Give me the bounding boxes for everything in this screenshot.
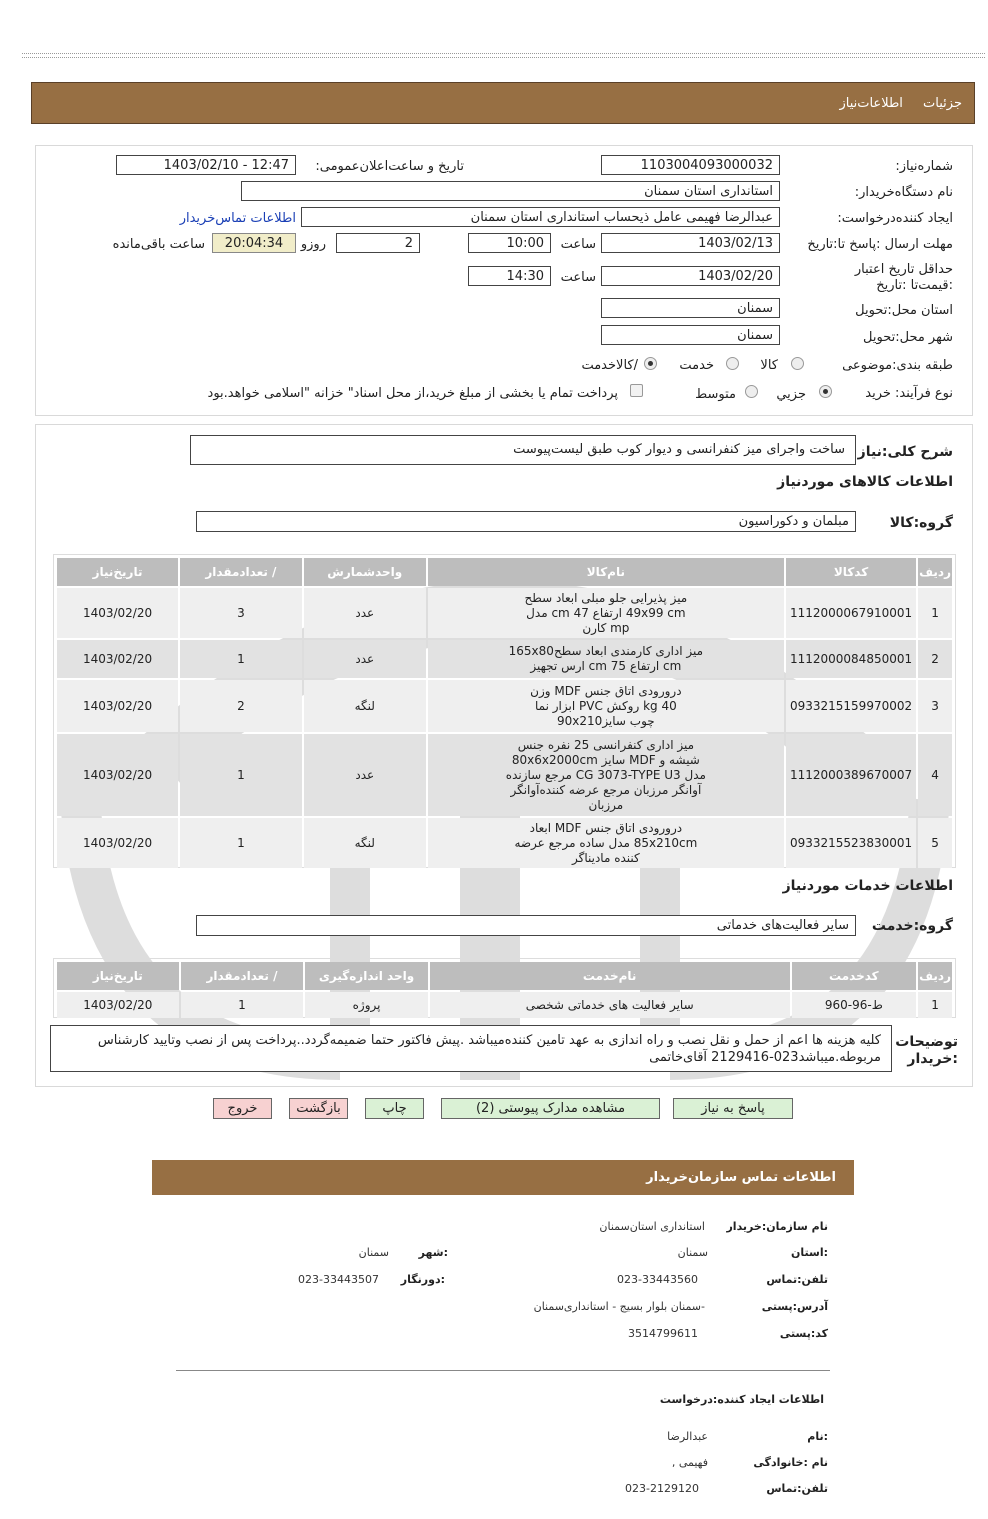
tab-details[interactable]: جزئیات: [923, 96, 962, 111]
table-cell: 3: [918, 680, 952, 732]
column-header: / تعدادمقدار: [180, 558, 302, 586]
contact-header-bar: [152, 1160, 854, 1195]
buyer-org-field: استانداری استان سمنان: [241, 181, 780, 201]
remaining-label: ساعت باقی‌مانده: [112, 237, 205, 252]
goods-table-row: [57, 640, 952, 678]
table-cell: 0933215159970002: [786, 680, 916, 732]
table-cell: پروژه: [305, 992, 428, 1018]
contact-phone: 023-33443560: [617, 1273, 698, 1286]
table-cell: درورودی اتاق جنس MDF وزن 40 kg روکش PVC ابزار نما چوب سایز90x210: [428, 680, 784, 732]
days-label: روزو: [300, 237, 326, 252]
table-cell: میز اداری کنفرانسی 25 نفره جنس شیشه و MDF سایز 80x6x2000cm مدل CG 3073-TYPE U3 مرجع سازنده آوانگر مرزبان مرجع عرضه کننده‌آوانگر مرزبان: [428, 734, 784, 816]
announce-field: 1403/02/10 - 12:47: [116, 155, 296, 175]
validity-time-label: ساعت: [560, 270, 596, 285]
creator-phone: 023-2129120: [625, 1482, 699, 1495]
column-header: واحدشمارش: [304, 558, 426, 586]
deadline-label: مهلت ارسال :پاسخ تا:تاریخ: [807, 237, 953, 252]
table-cell: 1112000067910001: [786, 588, 916, 638]
validity-date-field: 1403/02/20: [601, 266, 780, 286]
column-header: واحد اندازه‌گیری: [305, 962, 428, 990]
deadline-time-label: ساعت: [560, 237, 596, 252]
table-cell: 1: [181, 992, 304, 1018]
contact-org: استانداری استان‌سمنان: [599, 1220, 705, 1233]
need-number-field: 1103004093000032: [601, 155, 780, 175]
validity-label: [823, 262, 953, 294]
services-table-row: [57, 992, 952, 1018]
contact-province: سمنان: [677, 1246, 708, 1259]
notes-label: [895, 1034, 958, 1068]
goods-table: [55, 556, 954, 870]
services-table: [55, 960, 954, 1020]
deadline-date-field: 1403/02/13: [601, 233, 780, 253]
days-field: 2: [336, 233, 420, 253]
creator-family: فهیمی ,: [671, 1456, 708, 1469]
top-divider: [22, 53, 985, 58]
goods-group-field: مبلمان و دکوراسیون: [196, 511, 856, 532]
column-header: تاریخ‌نیاز: [57, 558, 178, 586]
creator-phone-label: تلفن:تماس: [766, 1482, 828, 1495]
table-cell: میز اداری کارمندی ابعاد سطح165x80 cm ارتفاع 75 cm ارس تجهیز: [428, 640, 784, 678]
summary-title-label: شرح کلی:نیاز: [857, 444, 953, 460]
reply-button[interactable]: پاسخ به نیاز: [673, 1098, 793, 1119]
column-header: کدکالا: [786, 558, 916, 586]
category-both-radio[interactable]: [644, 357, 657, 370]
payment-checkbox[interactable]: [630, 384, 643, 397]
table-cell: 1: [918, 992, 952, 1018]
contact-org-label: نام سازمان:خریدار: [726, 1220, 828, 1233]
contact-fax: 023-33443507: [298, 1273, 379, 1286]
table-cell: 1: [180, 734, 302, 816]
goods-group-label: گروه:کالا: [889, 515, 953, 531]
print-button[interactable]: چاپ: [365, 1098, 424, 1119]
header-bar: [31, 82, 975, 124]
table-cell: عدد: [304, 734, 426, 816]
contact-province-label: :استان: [791, 1246, 828, 1259]
table-cell: 1: [180, 818, 302, 868]
services-group-label: گروه:خدمت: [871, 918, 953, 934]
notes-field: کلیه هزینه ها اعم از حمل و نقل نصب و راه اندازی به عهد تامین کننده‌میباشد .پیش فاکتور حتما ضمیمه‌گردد..پرداخت پس از نصب وتایید کارشناس مربوطه.میباشد023-2129416 آقای‌خاتمی: [50, 1025, 892, 1072]
attachments-button[interactable]: مشاهده مدارک پیوستی (2): [441, 1098, 660, 1119]
table-cell: 1: [180, 640, 302, 678]
contact-postal: 3514799611: [628, 1327, 698, 1340]
process-minor-label: جزيي: [776, 387, 806, 402]
table-cell: 1403/02/20: [57, 992, 179, 1018]
table-cell: 5: [918, 818, 952, 868]
table-cell: 1: [918, 588, 952, 638]
contact-address: -سمنان بلوار بسیج - استانداری‌سمنان: [533, 1300, 705, 1313]
validity-time-field: 14:30: [468, 266, 551, 286]
table-cell: 3: [180, 588, 302, 638]
payment-note: پرداخت تمام یا بخشی از مبلغ خرید،از محل اسناد" خزانه "اسلامی خواهد.بود: [207, 386, 618, 401]
table-cell: 1403/02/20: [57, 588, 178, 638]
contact-header: اطلاعات تماس سازمان‌خریدار: [646, 1170, 836, 1185]
remaining-timer: 20:04:34: [212, 233, 296, 253]
city-label: شهر محل:تحویل: [863, 330, 953, 345]
back-button[interactable]: بازگشت: [289, 1098, 348, 1119]
table-cell: 2: [180, 680, 302, 732]
contact-fax-label: :دورنگار: [400, 1273, 445, 1286]
validity-label-text: حداقل تاریخ اعتبار :قیمت‌تا :تاریخ: [854, 262, 953, 293]
column-header: ردیف: [918, 962, 952, 990]
contact-phone-label: تلفن:تماس: [766, 1273, 828, 1286]
table-cell: ط-96-960: [792, 992, 917, 1018]
table-cell: درورودی اتاق جنس MDF ابعاد 85x210cm مدل ساده مرجع عرضه کننده مادیناگر: [428, 818, 784, 868]
city-field: سمنان: [601, 325, 780, 345]
column-header: تاریخ‌نیاز: [57, 962, 179, 990]
contact-postal-label: کد:پستی: [779, 1327, 828, 1340]
goods-table-row: [57, 588, 952, 638]
contact-city-label: :شهر: [418, 1246, 448, 1259]
table-cell: 0933215523830001: [786, 818, 916, 868]
category-service-label: خدمت: [679, 358, 714, 373]
category-both-label: /کالاخدمت: [581, 358, 638, 373]
creator-field: عبدالرضا فهیمی عامل ذیحساب استانداری استان سمنان: [301, 207, 780, 227]
contact-city: سمنان: [358, 1246, 389, 1259]
creator-name-label: :نام: [807, 1430, 828, 1443]
creator-section-header: اطلاعات ایجاد کننده:درخواست: [659, 1393, 824, 1406]
table-cell: عدد: [304, 588, 426, 638]
goods-table-row: [57, 818, 952, 868]
process-medium-label: متوسط: [695, 387, 736, 402]
table-cell: 2: [918, 640, 952, 678]
table-cell: عدد: [304, 640, 426, 678]
services-header: اطلاعات خدمات موردنیاز: [782, 878, 953, 894]
goods-header: اطلاعات کالاهای مورد‌نیاز: [777, 474, 953, 490]
category-label: طبقه بندی:موضوعی: [842, 358, 953, 373]
announce-label: تاریخ و ساعت‌اعلان‌عمومی:: [315, 159, 464, 174]
goods-table-row: [57, 680, 952, 732]
need-number-label: شماره‌نیاز:: [895, 159, 953, 174]
province-label: استان محل:تحویل: [855, 303, 953, 318]
table-cell: میز پذیرایی جلو مبلی ابعاد سطح 49x99 cm ارتفاع 47 cm مدل mp کارن: [428, 588, 784, 638]
column-header: ردیف: [918, 558, 952, 586]
table-cell: 1403/02/20: [57, 734, 178, 816]
process-label: نوع فرآیند: خرید: [865, 386, 953, 401]
table-cell: 1112000389670007: [786, 734, 916, 816]
contact-divider: [176, 1370, 830, 1371]
process-medium-radio[interactable]: [745, 385, 758, 398]
column-header: نام‌خدمت: [430, 962, 790, 990]
table-cell: 1403/02/20: [57, 680, 178, 732]
table-cell: 1403/02/20: [57, 640, 178, 678]
creator-name: عبدالرضا: [667, 1430, 708, 1443]
column-header: نام‌کالا: [428, 558, 784, 586]
table-cell: لنگه: [304, 818, 426, 868]
buyer-org-label: نام دستگاه‌خریدار:: [854, 185, 953, 200]
tab-need-info[interactable]: اطلاعات‌نیاز: [839, 96, 903, 111]
goods-table-row: [57, 734, 952, 816]
process-minor-radio[interactable]: [819, 385, 832, 398]
creator-family-label: نام :خانوادگی: [753, 1456, 828, 1469]
column-header: کدخدمت: [792, 962, 917, 990]
summary-title-field: ساخت واجرای میز کنفرانسی و دیوار کوب طبق لیست‌پیوست: [190, 435, 856, 465]
exit-button[interactable]: خروج: [213, 1098, 272, 1119]
column-header: / تعدادمقدار: [181, 962, 304, 990]
province-field: سمنان: [601, 298, 780, 318]
table-cell: 4: [918, 734, 952, 816]
contact-address-label: آدرس:پستی: [761, 1300, 828, 1313]
creator-label: ایجاد کننده‌درخواست:: [837, 211, 953, 226]
table-cell: 1112000084850001: [786, 640, 916, 678]
table-cell: 1403/02/20: [57, 818, 178, 868]
notes-label-text: توضیحات :خریدار: [895, 1034, 958, 1067]
deadline-time-field: 10:00: [468, 233, 551, 253]
services-group-field: سایر فعالیت‌های خدماتی: [196, 915, 856, 936]
table-cell: لنگه: [304, 680, 426, 732]
table-cell: سایر فعالیت های خدماتی شخصی: [430, 992, 790, 1018]
category-goods-radio[interactable]: [791, 357, 804, 370]
category-goods-label: کالا: [760, 358, 778, 373]
category-service-radio[interactable]: [726, 357, 739, 370]
buyer-contact-link[interactable]: اطلاعات تماس‌خریدار: [179, 211, 296, 226]
